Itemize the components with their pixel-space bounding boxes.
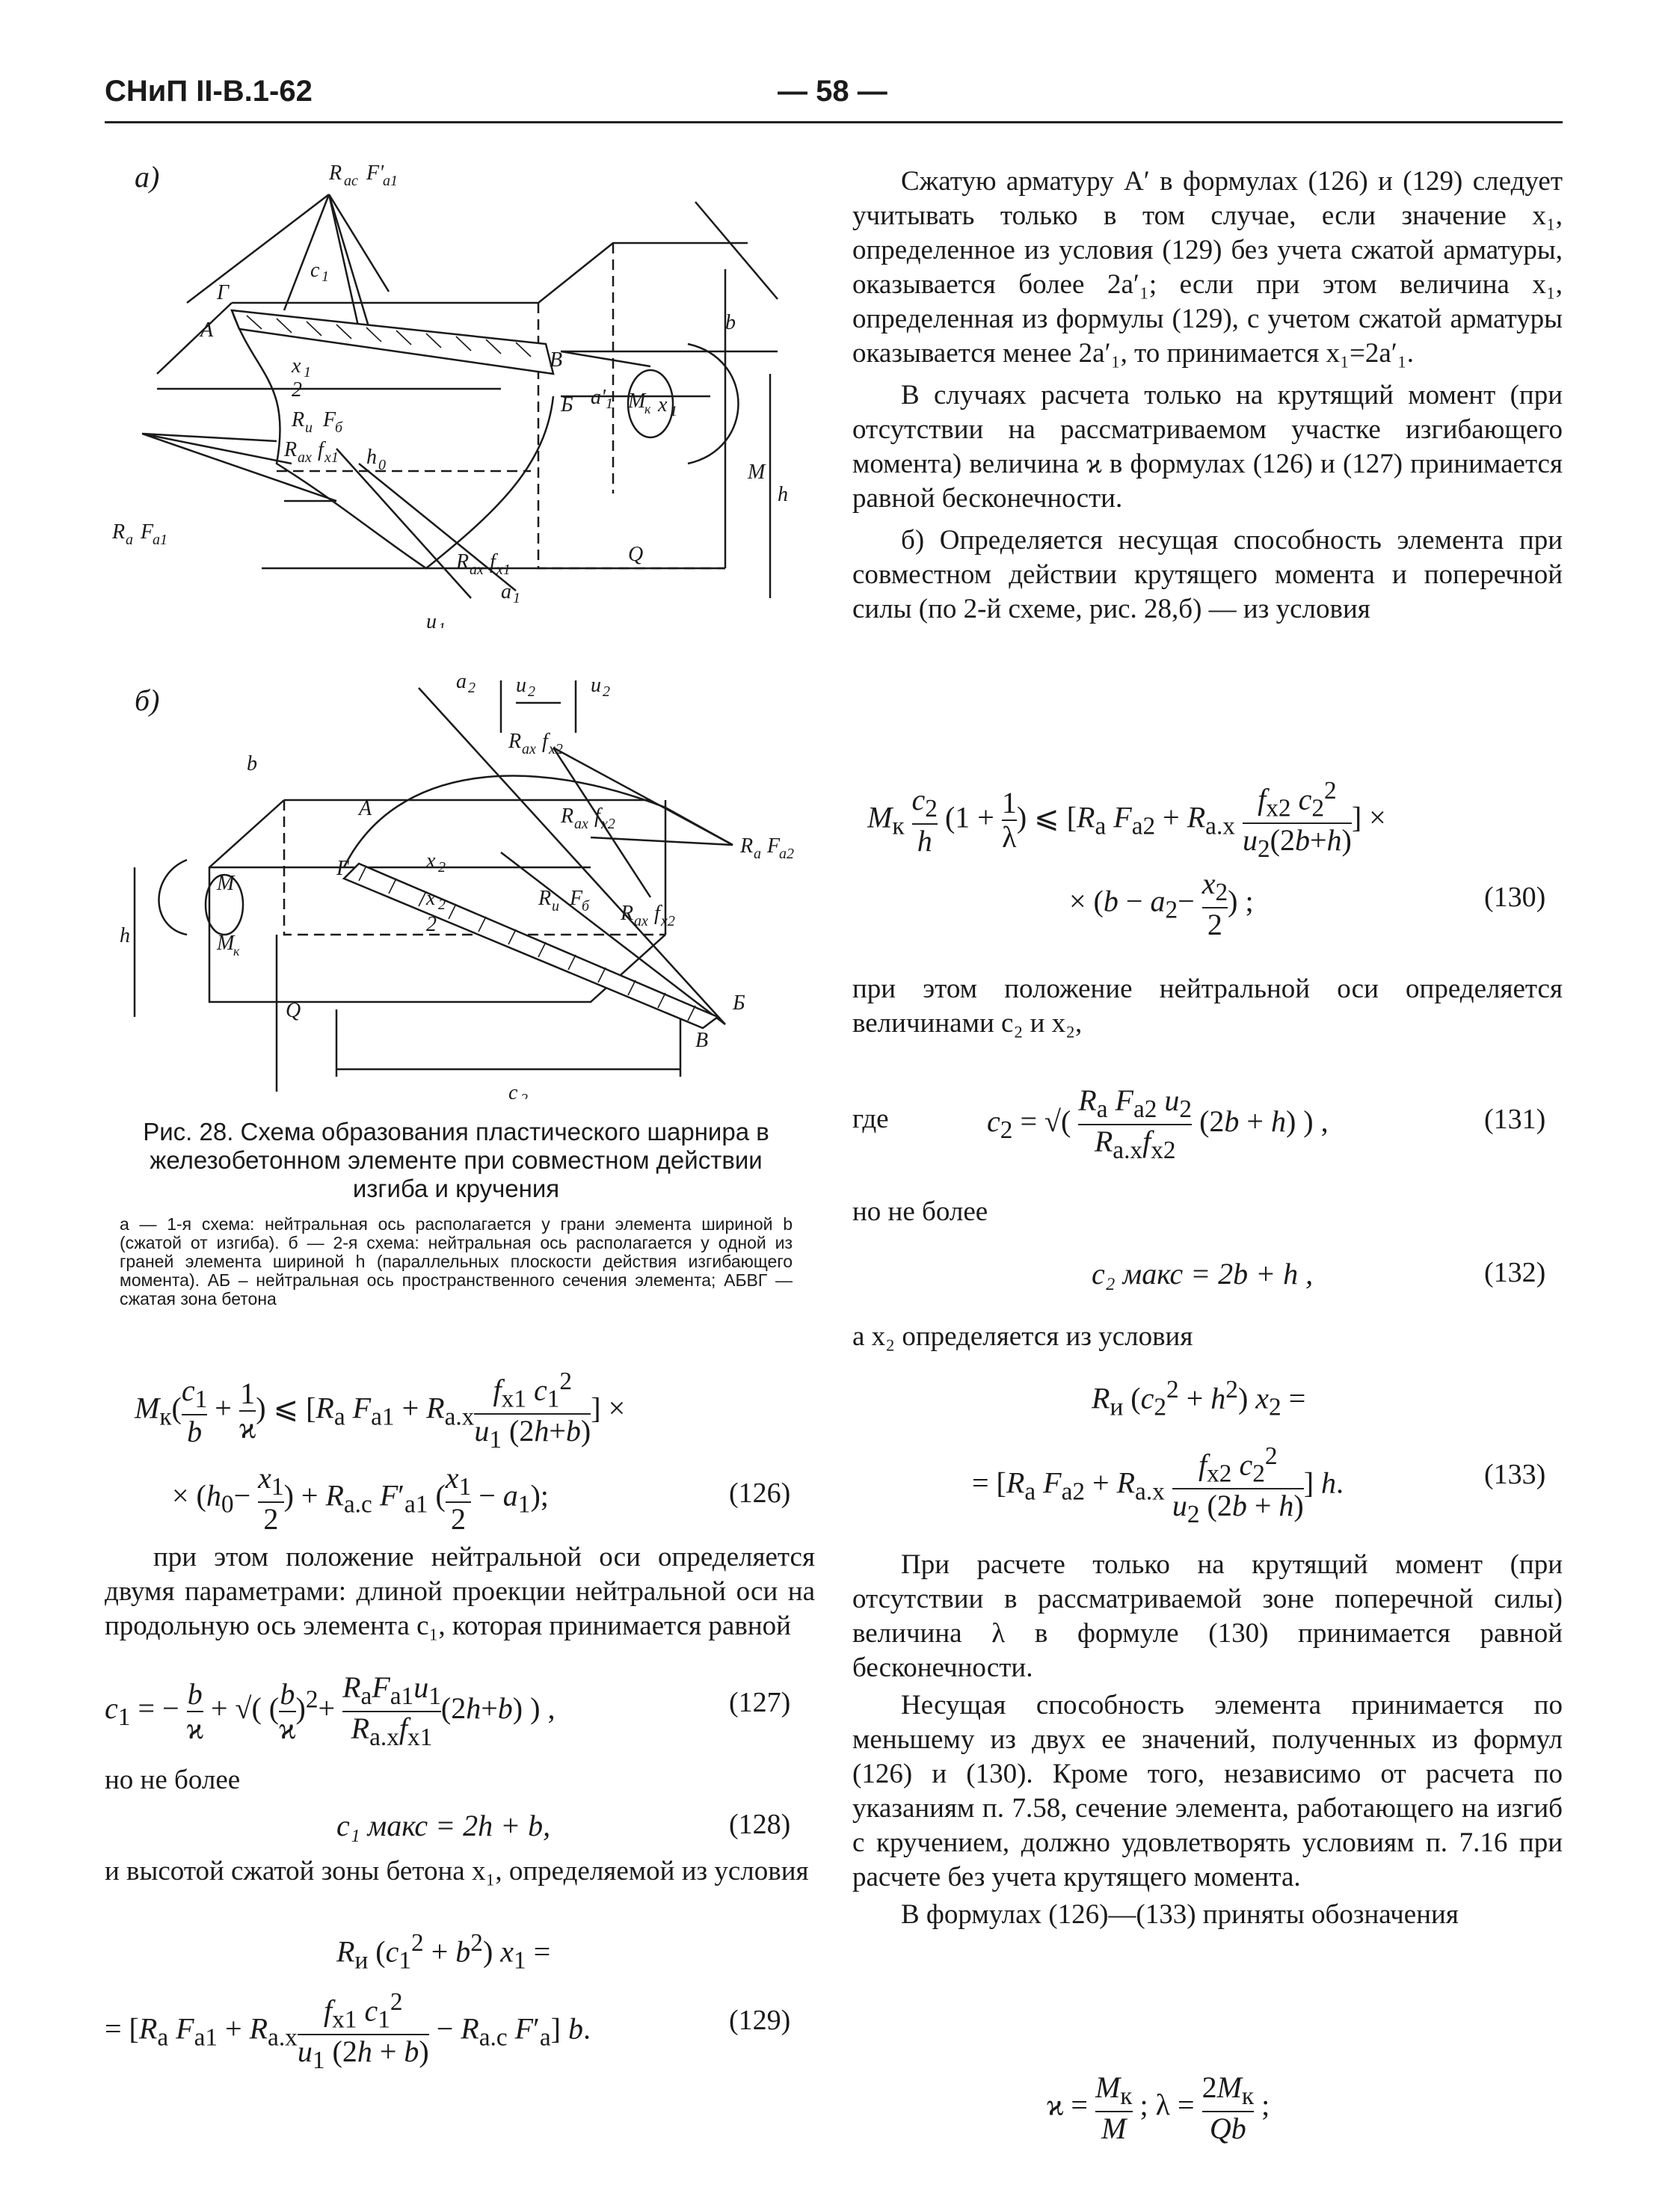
- svg-text:x: x: [426, 887, 436, 910]
- svg-text:2: 2: [520, 1091, 528, 1099]
- svg-text:а1: а1: [383, 173, 398, 189]
- svg-text:x: x: [658, 393, 668, 416]
- equation-129: $R_и$ $(c_1^2 + b^2) x_1$ =: [336, 1929, 551, 1975]
- equation-127-number: (127): [729, 1687, 791, 1718]
- equation-126-number: (126): [729, 1477, 791, 1509]
- equation-130-cont: × ($b - a_2-$ $\frac{x_2}{2}$ ) ;: [1069, 867, 1254, 941]
- svg-text:1: 1: [438, 620, 446, 628]
- svg-text:а': а': [591, 386, 606, 409]
- svg-text:2: 2: [292, 378, 302, 402]
- left-paragraph-1: при этом положение нейтральной оси определяется двумя параметрами: длиной проекции нейтральной оси на продольную ось элемента c₁, которая принимается равной: [105, 1542, 815, 1641]
- svg-text:F: F: [323, 408, 336, 431]
- equation-131-number: (131): [1484, 1104, 1546, 1135]
- figure-panel-a: [112, 150, 800, 628]
- svg-text:b: b: [725, 311, 736, 334]
- svg-text:1: 1: [321, 268, 329, 285]
- right-paragraph-5: но не более: [852, 1196, 988, 1227]
- svg-text:1: 1: [670, 403, 677, 419]
- right-paragraph-3: б) Определяется несущая способность элемента при совместном действии крутящего момента и поперечной силы (по 2-й схеме, рис. 28,б) — из условия: [852, 525, 1563, 624]
- svg-text:ах: ах: [634, 913, 648, 929]
- svg-text:б: б: [582, 898, 590, 914]
- svg-text:2: 2: [438, 897, 446, 913]
- notation-formula: ϰ = $\frac{M_к}{M}$ ; λ = $\frac{2M_к}{Qb}$ ;: [1047, 2070, 1270, 2145]
- figure-a-drawing: [112, 150, 800, 628]
- svg-text:x: x: [292, 354, 301, 378]
- svg-text:f: f: [542, 730, 548, 753]
- svg-text:а: а: [501, 580, 511, 603]
- header-rule: [105, 121, 1563, 123]
- svg-text:u: u: [516, 674, 526, 697]
- svg-text:а: а: [754, 846, 761, 862]
- svg-text:f: f: [318, 438, 324, 461]
- svg-text:u: u: [426, 610, 437, 628]
- right-paragraph-8: Несущая способность элемента принимается по меньшему из двух ее значений, полученных из формул (126) и (130). Кроме того, независимо от расчета по указаниям п. 7.58, сечение элемента, работающего на изгиб с кручением, должно удовлетворять условиям п. 7.16 при расчете без учета крутящего момента.: [852, 1690, 1563, 1892]
- svg-text:х1: х1: [324, 449, 339, 466]
- svg-text:R: R: [508, 730, 522, 753]
- svg-text:с: с: [508, 1081, 518, 1099]
- figure-panel-b: [112, 673, 800, 1099]
- equation-126: $M_к$( $\frac{c_1}{b}$ + $\frac{1}{ϰ}$ ) ⩽ [$R_a$ $F_{a1} + R_{a.x}$ $\frac{f_{x1} c_1^2}{u_1 (2h+b)}$ ] ×: [135, 1368, 626, 1454]
- right-paragraph-1: Сжатую арматуру A′ в формулах (126) и (129) следует учитывать только в том случае, если значение x₁, определенное из условия (129) без учета сжатой арматуры, оказывается более 2a′₁; если при этом величина x₁, определенная из формулы (129), с учетом сжатой арматуры оказывается менее 2a′₁, то принимается x₁=2a′₁.: [852, 166, 1563, 369]
- svg-text:ас: ас: [344, 173, 358, 189]
- svg-text:х2: х2: [549, 741, 563, 757]
- svg-text:М: М: [748, 461, 766, 484]
- figure-b-drawing: [112, 673, 800, 1099]
- svg-text:R: R: [112, 520, 126, 544]
- panel-a-label: а): [135, 160, 160, 194]
- svg-text:f: f: [594, 805, 600, 828]
- svg-text:В: В: [695, 1029, 709, 1052]
- right-paragraph-9: В формулах (126)—(133) приняты обозначения: [901, 1899, 1459, 1930]
- figure-caption: Рис. 28. Схема образования пластического шарнира в железобетонном элементе при совместном действии изгиба и кручения: [143, 1118, 769, 1202]
- svg-text:R: R: [740, 834, 754, 858]
- svg-text:А: А: [359, 797, 372, 820]
- svg-text:M: M: [217, 932, 235, 955]
- svg-text:1: 1: [513, 590, 520, 606]
- svg-text:2: 2: [468, 680, 476, 696]
- svg-text:2: 2: [603, 683, 610, 700]
- svg-text:Г: Г: [336, 857, 348, 880]
- document-code: СНиП II-В.1-62: [105, 75, 313, 108]
- svg-text:А: А: [200, 319, 214, 342]
- svg-text:ах: ах: [470, 562, 484, 578]
- svg-text:ах: ах: [574, 816, 588, 832]
- panel-b-label: б): [135, 683, 160, 717]
- svg-text:х1: х1: [496, 562, 511, 578]
- svg-text:а1: а1: [153, 532, 167, 548]
- equation-133-number: (133): [1484, 1459, 1546, 1490]
- right-paragraph-7: При расчете только на крутящий момент (при отсутствии в рассматриваемой зоне поперечной силы) величина λ в формуле (130) принимается равной бесконечности.: [852, 1549, 1563, 1683]
- page-number: — 58 —: [778, 75, 887, 108]
- equation-132: c₂ макс = 2b + h ,: [1092, 1257, 1314, 1291]
- svg-text:h: h: [366, 446, 377, 469]
- equation-133: $R_и$ $(c_2^2 + h^2) x_2$ =: [1092, 1376, 1306, 1421]
- svg-text:В: В: [550, 348, 563, 372]
- svg-text:R: R: [292, 408, 305, 431]
- svg-text:а: а: [126, 532, 133, 548]
- equation-129-cont: = [$R_a$ $F_{a1} + R_{a.x}$ $\frac{f_{x1} c_1^2}{u_1 (2h + b)}$ − $R_{a.c}$ $F'_a$] b.: [105, 1988, 591, 2074]
- left-paragraph-3: и высотой сжатой зоны бетона x₁, определяемой из условия: [105, 1856, 809, 1886]
- svg-text:h: h: [778, 483, 788, 506]
- svg-text:и: и: [305, 419, 313, 436]
- svg-text:х2: х2: [661, 913, 675, 929]
- svg-text:ах: ах: [522, 741, 536, 757]
- svg-text:а2: а2: [779, 846, 794, 862]
- figure-caption-notes: а — 1-я схема: нейтральная ось располагается у грани элемента шириной b (сжатой от изгиба). б — 2-я схема: нейтральная ось располагается у одной из граней элемента шириной h (параллельных плоскости действия изгибающего момента). АБ – нейтральная ось пространственного сечения элемента; АБВГ — сжатая зона бетона: [120, 1214, 793, 1309]
- svg-text:Г: Г: [217, 281, 229, 304]
- svg-text:х2: х2: [601, 816, 615, 832]
- svg-text:F': F': [366, 162, 384, 185]
- svg-text:Q: Q: [286, 999, 301, 1022]
- equation-130-number: (130): [1484, 882, 1546, 913]
- equation-132-number: (132): [1484, 1257, 1546, 1288]
- equation-131: $c_2$ = √( $\frac{R_a F_{a2} u_2}{R_{a.x}f_{x2}}$ (2b + h) ) ,: [987, 1083, 1329, 1164]
- svg-text:с: с: [310, 259, 320, 282]
- svg-text:М: М: [217, 872, 235, 895]
- svg-text:0: 0: [378, 457, 386, 473]
- equation-129-number: (129): [729, 2005, 791, 2036]
- svg-text:R: R: [561, 805, 574, 828]
- svg-text:x: x: [426, 849, 436, 873]
- svg-text:Б: Б: [561, 393, 573, 416]
- svg-text:R: R: [538, 887, 552, 910]
- equation-128: c₁ макс = 2h + b,: [336, 1809, 551, 1842]
- svg-text:F: F: [570, 887, 583, 910]
- where-label: где: [852, 1104, 889, 1134]
- left-paragraph-2: но не более: [105, 1765, 241, 1795]
- svg-text:а: а: [456, 673, 467, 693]
- svg-text:R: R: [621, 902, 634, 925]
- right-paragraph-4: при этом положение нейтральной оси определяется величинами c₂ и x₂,: [852, 974, 1563, 1039]
- svg-text:f: f: [654, 902, 660, 925]
- svg-text:2: 2: [528, 683, 535, 700]
- svg-text:R: R: [329, 162, 342, 185]
- svg-text:R: R: [284, 438, 298, 461]
- svg-text:1: 1: [606, 396, 613, 412]
- svg-text:и: и: [552, 898, 559, 914]
- svg-text:Q: Q: [628, 543, 644, 566]
- svg-text:ах: ах: [298, 449, 312, 466]
- svg-text:F: F: [767, 834, 781, 858]
- right-paragraph-2: В случаях расчета только на крутящий момент (при отсутствии на рассматриваемом участке изгибающего момента) величина ϰ в формулах (126) и (127) принимается равной бесконечности.: [852, 380, 1563, 514]
- equation-126-cont: × ($h_0-$ $\frac{x_1}{2}$ ) + $R_{a.c}$ $F'_{a1}$ ( $\frac{x_1}{2}$ − $a_1$);: [172, 1461, 549, 1536]
- equation-130: $M_к$ $\frac{c_2}{h}$ (1 + $\frac{1}{\lambda}$ ) ⩽ [$R_a$ $F_{a2} + R_{a.x}$ $\frac{f_{x2} c_2^2}{u_2(2b+h)}$ ] ×: [867, 777, 1386, 863]
- equation-127: $c_1$ = − $\frac{b}{ϰ}$ + √( ( $\frac{b}{ϰ}$ )$^2$+ $\frac{R_aF_{a1}u_1}{R_{a.x}f_{x1}}$ (2h+b) ) ,: [105, 1670, 556, 1751]
- svg-text:f: f: [490, 550, 496, 573]
- svg-text:1: 1: [304, 364, 311, 381]
- equation-133-cont: = [$R_a$ $F_{a2} + R_{a.x}$ $\frac{f_{x2} c_2^2}{u_2 (2b + h)}$ ] h.: [972, 1442, 1344, 1528]
- svg-text:h: h: [120, 924, 130, 947]
- right-paragraph-6: а x₂ определяется из условия: [852, 1321, 1193, 1352]
- svg-text:Б: Б: [733, 991, 745, 1015]
- svg-text:к: к: [644, 402, 651, 416]
- svg-text:F: F: [141, 520, 154, 544]
- equation-128-number: (128): [729, 1809, 791, 1840]
- svg-text:R: R: [456, 550, 470, 573]
- svg-text:б: б: [335, 419, 343, 436]
- svg-text:M: M: [628, 390, 646, 413]
- svg-text:b: b: [247, 752, 257, 775]
- svg-text:2: 2: [438, 859, 446, 876]
- svg-text:к: к: [233, 944, 240, 959]
- svg-text:2: 2: [426, 913, 437, 936]
- svg-text:u: u: [591, 674, 601, 697]
